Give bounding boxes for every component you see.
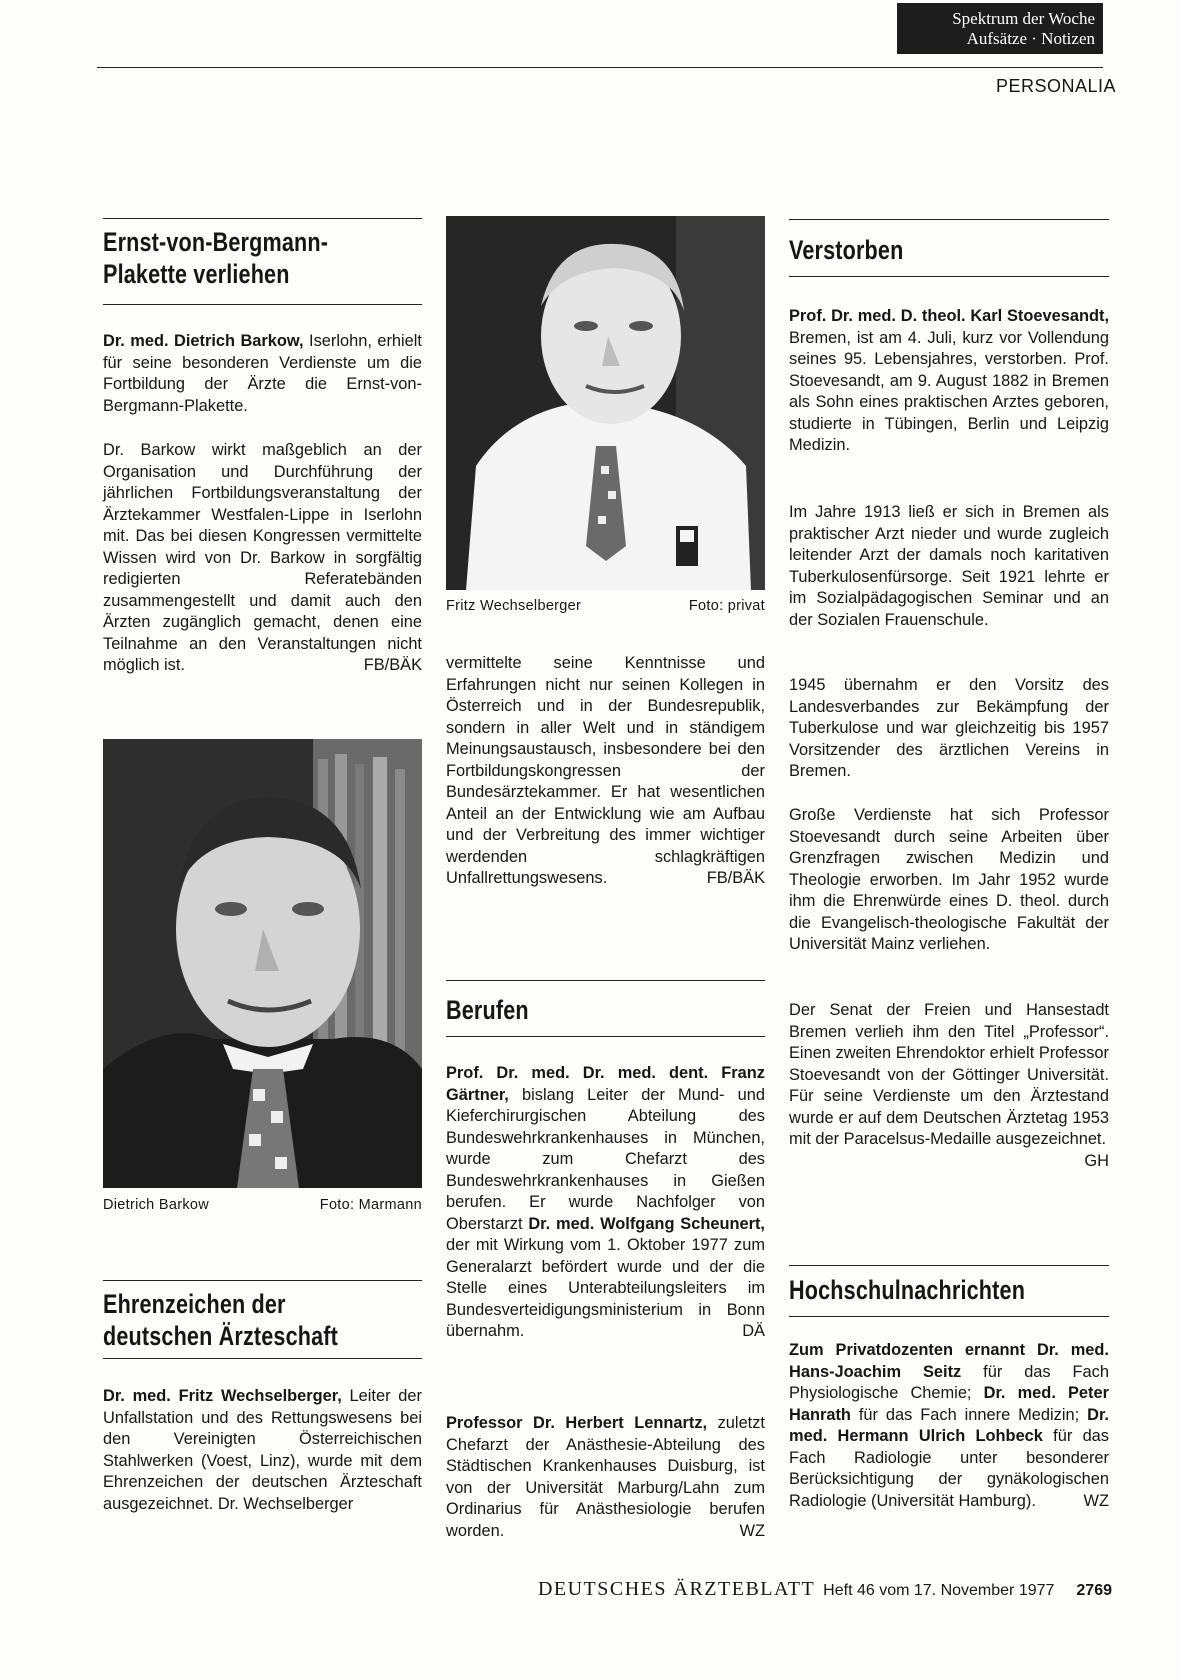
divider xyxy=(789,1316,1109,1317)
top-rule xyxy=(97,67,1103,68)
divider xyxy=(446,980,765,981)
lead-text: Zum Privatdozenten ernannt xyxy=(789,1341,1026,1359)
heading-bergmann-plakette: Ernst-von-Bergmann- Plakette verliehen xyxy=(103,227,329,289)
portrait-photo-barkow xyxy=(103,739,422,1188)
author-sign: DÄ xyxy=(742,1322,765,1340)
paragraph-text: Im Jahre 1913 ließ er sich in Bremen als praktischer Arzt nieder und wurde zugleich leitender Arzt der damals noch karitativen Tuberkulosenfürsorge. Seit 1921 lehrte er im Sozialpädagogischen Seminar und an der Sozialen Frauenschule. xyxy=(789,503,1109,629)
person-name: Dr. med. Fritz Wechselberger, xyxy=(103,1387,342,1405)
person-name: Dr. med. Wolfgang Scheunert, xyxy=(528,1214,765,1233)
paragraph-text: bislang Leiter der Mund- und Kieferchirurgischen Abteilung des Bundeswehrkrankenhauses in München, wurde zum Chefarzt des Bundeswehrkrankenhauses in Gießen berufen. Er wurde Nachfolger von Oberstarzt xyxy=(446,1085,765,1233)
journal-name: DEUTSCHES ÄRZTEBLATT xyxy=(537,1578,816,1600)
person-name: Professor Dr. Herbert Lennartz, xyxy=(446,1414,708,1432)
page-number: 2769 xyxy=(1076,1582,1112,1599)
divider xyxy=(789,219,1109,220)
author-sign: FB/BÄK xyxy=(706,869,765,887)
person-name: Prof. Dr. med. Dr. med. dent. Franz Gärtner, xyxy=(446,1064,765,1104)
caption-name: Fritz Wechselberger xyxy=(446,598,582,614)
paragraph-text: Leiter der Unfallstation und des Rettungswesens bei den Vereinigten Österreichischen Stahlwerken (Voest, Linz), wurde mit dem Ehrenzeichen der deutschen Ärzteschaft ausgezeichnet. Dr. Wechselberger xyxy=(103,1387,422,1513)
photo-caption xyxy=(103,1197,422,1213)
badge-line-2: Aufsätze · Notizen xyxy=(966,29,1095,48)
paragraph-text: für das Fach innere Medizin; xyxy=(850,1405,1088,1424)
paragraph xyxy=(789,1340,1109,1512)
photo-caption xyxy=(446,598,765,614)
paragraph-text: Große Verdienste hat sich Professor Stoevesandt durch seine Arbeiten über Grenzfragen zwischen Medizin und Theologie erworben. Im Jahr 1952 wurde ihm die Ehrenwürde eines D. theol. durch die Evangelisch-theologische Fakultät der Universität Mainz verliehen. xyxy=(789,806,1109,953)
author-sign: WZ xyxy=(739,1521,765,1540)
paragraph xyxy=(789,675,1109,783)
paragraph-text: für das Fach Physiologische Chemie; xyxy=(789,1362,1109,1402)
person-name: Dr. med. Dietrich Barkow, xyxy=(103,332,304,350)
badge-line-1: Spektrum der Woche xyxy=(952,9,1095,28)
paragraph-text: Der Senat der Freien und Hansestadt Bremen verlieh ihm den Titel „Professor“. Einen zweiten Ehrendoktor erhielt Professor Stoevesandt von der Göttinger Universität. Für seine Verdienste um den Ärztestand wurde er auf dem Deutschen Ärztetag 1953 mit der Paracelsus-Medaille ausgezeichnet. xyxy=(789,1001,1109,1148)
portrait-image xyxy=(103,739,422,1188)
paragraph xyxy=(446,653,765,890)
paragraph xyxy=(103,440,422,677)
issue-info: Heft 46 vom 17. November 1977 xyxy=(823,1582,1055,1599)
paragraph-text: Dr. Barkow wirkt maßgeblich an der Organisation und Durchführung der jährlichen Fortbildungsveranstaltung der Ärztekammer Westfalen-Lippe in Iserlohn mit. Das bei diesen Kongressen vermittelte Wissen wird von Dr. Barkow in sorgfältig redigierten Referatebänden zusammengestellt und damit auch den Ärzten zugänglich gemacht, denen eine Teilnahme an den Veranstaltungen nicht möglich ist. xyxy=(103,441,422,674)
paragraph-text: der mit Wirkung vom 1. Oktober 1977 zum Generalarzt befördert wurde und der die Stelle eines Unterabteilungsleiters im Bundesverteidigungsministerium in Bonn übernahm. xyxy=(446,1236,765,1340)
heading-verstorben: Verstorben xyxy=(789,235,904,265)
divider xyxy=(103,304,422,305)
caption-credit: Foto: Marmann xyxy=(319,1197,422,1213)
caption-name: Dietrich Barkow xyxy=(103,1197,210,1213)
person-name: Dr. med. Hermann Ulrich Lohbeck xyxy=(789,1405,1109,1445)
divider xyxy=(789,276,1109,277)
divider xyxy=(103,1280,422,1281)
page-footer xyxy=(538,1578,1112,1601)
heading-ehrenzeichen: Ehrenzeichen der deutschen Ärzteschaft xyxy=(103,1289,339,1351)
heading-hochschulnachrichten: Hochschulnachrichten xyxy=(789,1275,1026,1305)
person-name: Dr. med. Hans-Joachim Seitz xyxy=(789,1341,1109,1381)
paragraph-text: 1945 übernahm er den Vorsitz des Landesverbandes zur Bekämpfung der Tuberkulose und war gleichzeitig bis 1957 Vorsitzender des ärztlichen Vereins in Bremen. xyxy=(789,676,1109,780)
divider xyxy=(103,218,422,219)
person-name: Prof. Dr. med. D. theol. Karl Stoevesandt, xyxy=(789,307,1109,325)
divider xyxy=(446,1036,765,1037)
section-label: PERSONALIA xyxy=(995,76,1116,96)
paragraph xyxy=(446,1413,765,1542)
heading-berufen: Berufen xyxy=(446,995,529,1025)
divider xyxy=(789,1265,1109,1266)
person-name: Dr. med. Peter Hanrath xyxy=(789,1384,1109,1424)
caption-credit: Foto: privat xyxy=(688,598,765,614)
paragraph xyxy=(103,331,422,417)
section-badge xyxy=(897,3,1103,54)
paragraph xyxy=(446,1063,765,1343)
portrait-image xyxy=(446,216,765,590)
paragraph xyxy=(789,1000,1109,1172)
author-sign: WZ xyxy=(1083,1491,1109,1510)
paragraph xyxy=(103,1386,422,1515)
author-sign: GH xyxy=(1084,1151,1109,1170)
paragraph-text: für das Fach Radiologie unter besonderer Berücksichtigung der gynäkologischen Radiologie (Universität Hamburg). xyxy=(789,1427,1109,1510)
divider xyxy=(103,1358,422,1359)
paragraph-text: Bremen, ist am 4. Juli, kurz vor Vollendung seines 95. Lebensjahres, verstorben. Prof. Stoevesandt, am 9. August 1882 in Bremen als Sohn eines praktischen Arztes geboren, studierte in Tübingen, Berlin und Leipzig Medizin. xyxy=(789,328,1109,454)
portrait-photo-wechselberger xyxy=(446,216,765,590)
author-sign: FB/BÄK xyxy=(363,656,422,674)
paragraph xyxy=(789,502,1109,631)
paragraph-text: zuletzt Chefarzt der Anästhesie-Abteilung des Städtischen Krankenhauses Duisburg, ist von der Universität Marburg/Lahn zum Ordinarius für Anästhesiologie berufen worden. xyxy=(446,1414,765,1540)
paragraph-text: Iserlohn, erhielt für seine besonderen Verdienste um die Fortbildung der Ärzte die Ernst-von-Bergmann-Plakette. xyxy=(103,332,422,415)
paragraph xyxy=(789,306,1109,457)
paragraph-text: vermittelte seine Kenntnisse und Erfahrungen nicht nur seinen Kollegen in Österreich und in der Bundesrepublik, sondern in aller Welt und in ständigem Meinungsaustausch, insbesondere bei den Fortbildungskongressen der Bundesärztekammer. Er hat wesentlichen Anteil an der Entwicklung wie am Aufbau und der Verbreitung des immer wichtiger werdenden schlagkräftigen Unfallrettungswesens. xyxy=(446,654,765,887)
paragraph xyxy=(789,805,1109,956)
